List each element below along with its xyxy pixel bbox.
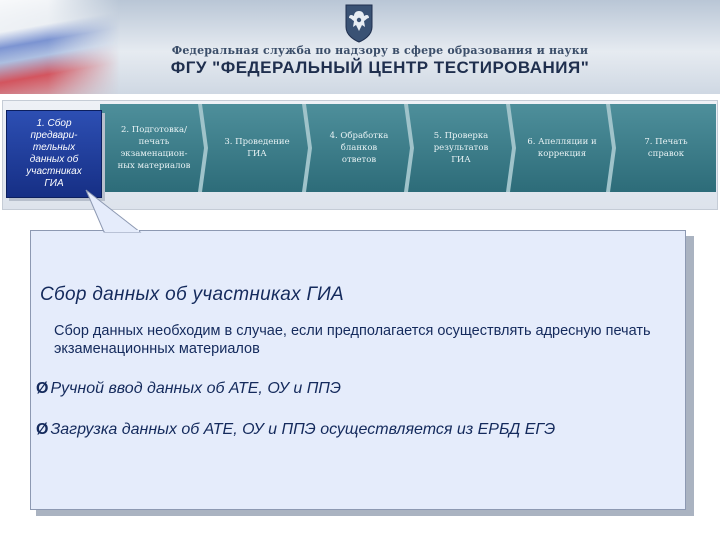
- step-7-print-certificates[interactable]: 7. Печать справок: [644, 137, 688, 159]
- header-organization-title: ФГУ "ФЕДЕРАЛЬНЫЙ ЦЕНТР ТЕСТИРОВАНИЯ": [170, 58, 590, 77]
- step-4-process-forms[interactable]: 4. Обработка бланков ответов: [329, 131, 389, 165]
- header-banner: [0, 0, 720, 94]
- bullet-manual-entry: [36, 379, 666, 399]
- arrow-bullet-icon: Ø: [36, 421, 49, 438]
- callout-title: Сбор данных об участниках ГИА: [40, 284, 344, 305]
- step-5-check-results[interactable]: 5. Проверка результатов ГИА: [433, 131, 489, 165]
- header-agency-name: Федеральная служба по надзору в сфере образования и науки: [171, 44, 589, 57]
- bullet-text: Загрузка данных об АТЕ, ОУ и ППЭ осуществляется из ЕРБД ЕГЭ: [50, 421, 556, 438]
- callout-box: [30, 230, 686, 510]
- step-2-prepare-print[interactable]: 2. Подготовка/ печать экзаменацион- ных материалов: [117, 125, 191, 171]
- step-6-appeals[interactable]: 6. Апелляции и коррекция: [527, 137, 597, 159]
- step-1-collect-data[interactable]: 1. Сбор предвари- тельных данных об участниках ГИА: [6, 110, 102, 198]
- callout-description: Сбор данных необходим в случае, если предполагается осуществлять адресную печать экзаменационных материалов: [54, 323, 651, 357]
- arrow-bullet-icon: Ø: [36, 380, 49, 397]
- double-headed-eagle-emblem-icon: [342, 3, 376, 43]
- bullet-data-upload: [36, 420, 666, 440]
- bullet-text: Ручной ввод данных об АТЕ, ОУ и ППЭ: [50, 380, 341, 397]
- step-3-conduct-exam[interactable]: 3. Проведение ГИА: [224, 137, 290, 159]
